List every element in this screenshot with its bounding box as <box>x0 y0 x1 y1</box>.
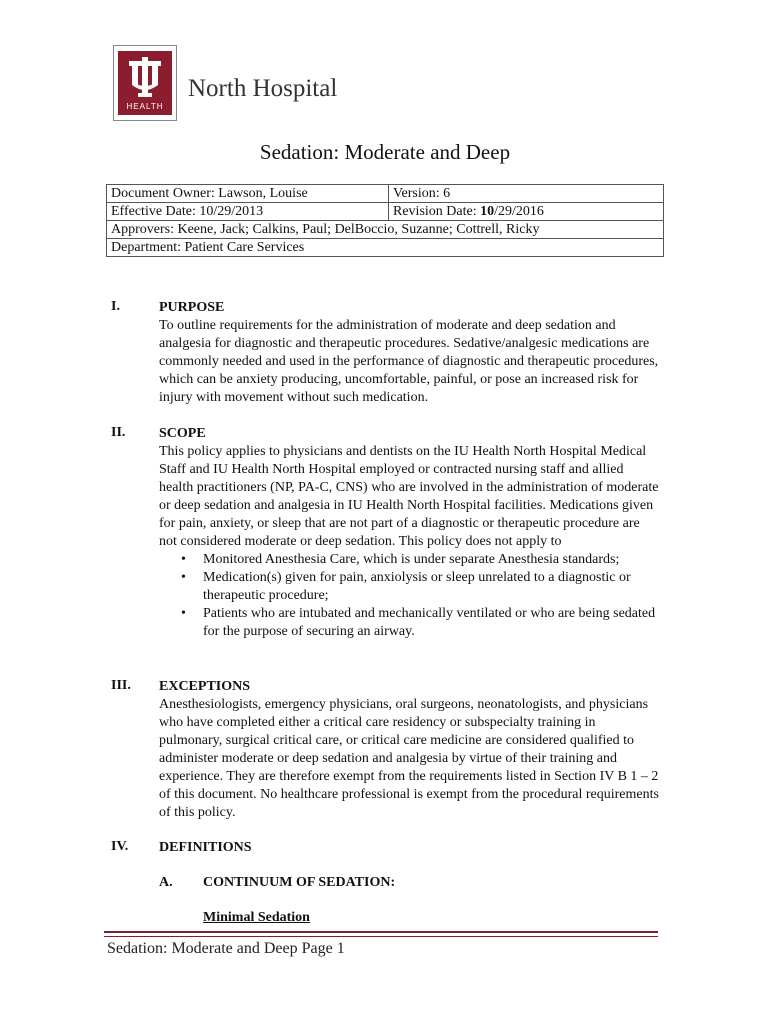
subsection-letter: A. <box>159 875 173 890</box>
logo-mark <box>118 51 172 115</box>
revision-label: Revision Date: <box>393 204 481 219</box>
iu-health-logo <box>113 45 177 121</box>
bullet-icon: • <box>181 552 186 567</box>
approvers: Approvers: Keene, Jack; Calkins, Paul; DelBoccio, Suzanne; Cottrell, Ricky <box>107 221 664 239</box>
document-meta-table <box>106 184 664 257</box>
page-footer: Sedation: Moderate and Deep Page 1 <box>107 940 345 957</box>
trident-icon <box>118 51 172 103</box>
bullet-icon: • <box>181 570 186 585</box>
document-version: Version: 6 <box>389 185 664 203</box>
minimal-sedation-heading: Minimal Sedation <box>203 910 310 925</box>
section-heading: PURPOSE <box>159 300 225 315</box>
list-item <box>159 551 659 569</box>
exclusion-list <box>159 551 659 641</box>
list-item <box>159 605 659 641</box>
section-paragraph: Anesthesiologists, emergency physicians, oral surgeons, neonatologists, and physicians who have completed either a critical care residency or subspecialty training in pulmonary, surgical critical care, or critical care medicine are considered qualified to administer moderate or deep sedation and analgesia by virtue of their training and experience. They are therefore exempt from the requirements listed in Section IV B 1 – 2 of this document. No healthcare professional is exempt from the procedural requirements of this policy. <box>159 697 659 820</box>
section-scope <box>159 425 659 641</box>
meta-row <box>107 185 664 203</box>
section-number-definitions: IV. <box>111 839 129 854</box>
meta-row <box>107 221 664 239</box>
document-owner: Document Owner: Lawson, Louise <box>107 185 389 203</box>
section-number-exceptions: III. <box>111 678 131 693</box>
section-number-scope: II. <box>111 425 126 440</box>
section-purpose <box>159 299 659 407</box>
section-definitions <box>159 839 659 857</box>
meta-row <box>107 203 664 221</box>
list-item-text: Monitored Anesthesia Care, which is under separate Anesthesia standards; <box>203 552 620 567</box>
bullet-icon: • <box>181 606 186 621</box>
hospital-name: North Hospital <box>188 75 338 102</box>
section-number-purpose: I. <box>111 299 120 314</box>
section-heading: DEFINITIONS <box>159 840 252 855</box>
list-item-text: Patients who are intubated and mechanically ventilated or who are being sedated for the purpose of securing an airway. <box>203 606 656 639</box>
list-item <box>159 569 659 605</box>
department: Department: Patient Care Services <box>107 239 664 257</box>
effective-date: Effective Date: 10/29/2013 <box>107 203 389 221</box>
revision-month: 10 <box>480 204 495 219</box>
section-heading: SCOPE <box>159 426 206 441</box>
logo-health-text: HEALTH <box>126 102 164 111</box>
footer-divider <box>104 931 658 937</box>
section-paragraph: To outline requirements for the administration of moderate and deep sedation and analgesia for diagnostic and therapeutic procedures. Sedative/analgesic medications are commonly needed and used in the performance of diagnostic and therapeutic procedures, which can be anxiety producing, uncomfortable, painful, or pose an increased risk for injury with movement without such medication. <box>159 318 659 405</box>
meta-row <box>107 239 664 257</box>
section-paragraph: This policy applies to physicians and dentists on the IU Health North Hospital Medical Staff and IU Health North Hospital employed or contracted nursing staff and allied health practitioners (NP, PA-C, CNS) who are involved in the administration of moderate or deep sedation and analgesia in IU Health North Hospital facilities. Medications given for pain, anxiety, or sleep that are not part of a diagnostic or therapeutic procedure are not considered moderate or deep sedation. This policy does not apply to <box>159 444 659 549</box>
section-exceptions <box>159 678 659 822</box>
section-heading: EXCEPTIONS <box>159 679 251 694</box>
revision-date <box>389 203 664 221</box>
document-title: Sedation: Moderate and Deep <box>259 140 511 164</box>
revision-rest: /29/2016 <box>494 204 544 219</box>
list-item-text: Medication(s) given for pain, anxiolysis or sleep unrelated to a diagnostic or therapeutic procedure; <box>203 570 631 603</box>
subsection-title: CONTINUUM OF SEDATION: <box>203 875 396 890</box>
